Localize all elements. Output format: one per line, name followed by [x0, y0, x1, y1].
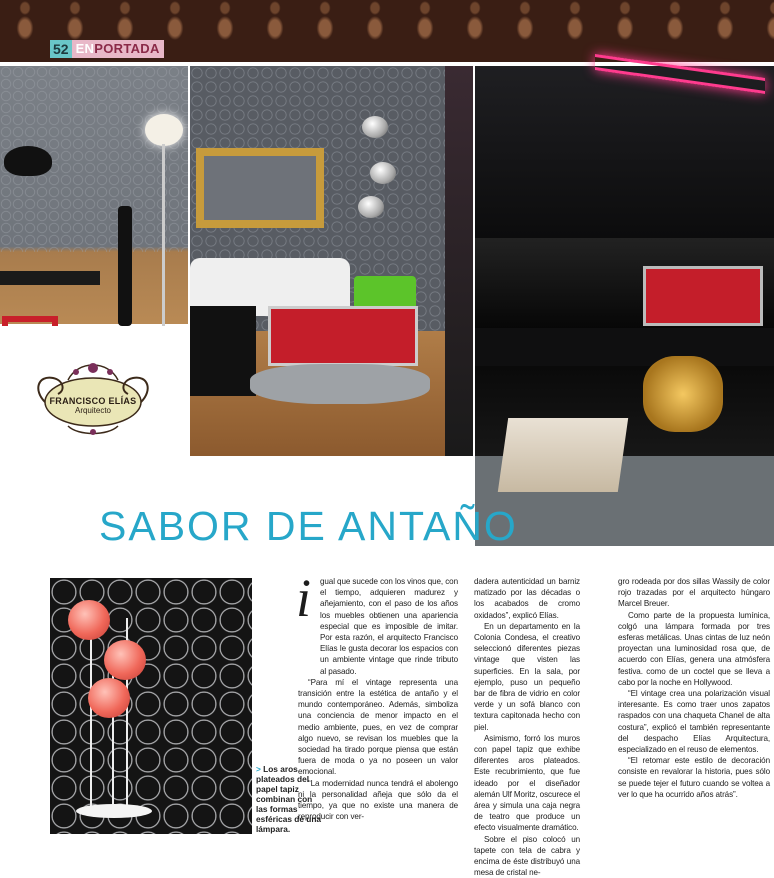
- paragraph: dadera autenticidad un barniz matizado por las décadas o los acabados de cromo oxidados”, explicó Elías.: [474, 577, 580, 620]
- paragraph: En un departamento en la Colonia Condesa, el creativo seleccionó diferentes piezas vintage que visten las superficies. En la sala, por ejemplo, puso un pequeño bar de fibra de vidrio en color verde y un sofá blanco con textura capitonada hecho con piel.: [474, 621, 580, 732]
- photo-living-room: [190, 66, 473, 456]
- body-column-3: [618, 576, 770, 800]
- photo-dining-room: [0, 66, 188, 324]
- photo-neon-room: [475, 66, 774, 546]
- paragraph: gro rodeada por dos sillas Wassily de color rojo trazadas por el arquitecto húngaro Marcel Breuer.: [618, 577, 770, 609]
- paragraph: gual que sucede con los vinos que, con el tiempo, adquieren madurez y añejamiento, con el paso de los años los muebles obtienen una apariencia especial que es imposible de imitar. Por esta razón, el arquitecto Francisco Elías le gusta decorar los espacios con un ambiente vintage que rinde tributo al pasado.: [320, 577, 458, 676]
- section-prefix: EN: [75, 41, 95, 56]
- caption-text: Los aros plateados del papel tapiz combinan con las formas esféricas de una lámpara.: [256, 764, 322, 834]
- architect-logo-panel: [0, 326, 188, 456]
- photo-lamp: [50, 578, 252, 834]
- paragraph: “El vintage crea una polarización visual interesante. Es como traer unos zapatos raspados con una chaqueta Chanel de alta costura”, explicó el también representante del despacho Elías Arquitectura, especializado en el reuso de elementos.: [618, 689, 770, 755]
- section-suffix: PORTADA: [94, 41, 160, 56]
- page-tag: [50, 40, 164, 58]
- logo-subtitle: Arquitecto: [74, 406, 112, 415]
- paragraph: Sobre el piso colocó un tapete con tela de cabra y encima de éste distribuyó una mesa de cristal ne-: [474, 834, 580, 878]
- body-column-1: [296, 568, 458, 822]
- paragraph: Como parte de la propuesta lumínica, colgó una lámpara formada por tres esferas metálicas. Unas cintas de luz neón proyectan una luminosidad rosa que, de acuerdo con Elías, genera una atmósfera festiva. como de un coctel que se lleva a cabo por la noche en Hollywood.: [618, 610, 770, 687]
- logo-name: FRANCISCO ELÍAS: [49, 396, 137, 406]
- architect-logo: [28, 350, 158, 436]
- paragraph: “El retomar este estilo de decoración consiste en revalorar la historia, pues sólo se puede tejer el futuro cuando se voltea a ver lo que ha ocurrido años atrás”.: [618, 756, 770, 799]
- dropcap: i: [296, 568, 312, 628]
- paragraph: Asimismo, forró los muros con papel tapiz que exhibe diferentes aros plateados. Este recubrimiento, que fue ideado por el diseñador alemán Ulf Moritz, oscurece el área y simula una caja negra de teatro que produce un efecto visualmente dramático.: [474, 733, 580, 833]
- article-title: SABOR DE ANTAÑO: [99, 503, 518, 549]
- logo-text: [40, 396, 146, 415]
- paragraph: “La modernidad nunca tendrá el abolengo ni la personalidad añeja que sólo da el tiempo, ya que no existe una manera de reproducir con ver-: [298, 778, 458, 822]
- caption-arrow: >: [256, 764, 261, 774]
- section-tag: [72, 40, 164, 58]
- page-number: 52: [50, 40, 72, 58]
- paragraph: “Para mí el vintage representa una transición entre la estética de antaño y el mundo contemporáneo. Además, simboliza una conciencia de menor impacto en el medio ambiente, pues, en vez de comprar algo nuevo, se revisan los muebles que la sociedad ha tirado porque piensa que están fuera de moda o ya no poseen un valor emocional.: [298, 677, 458, 777]
- body-column-2: [474, 576, 580, 878]
